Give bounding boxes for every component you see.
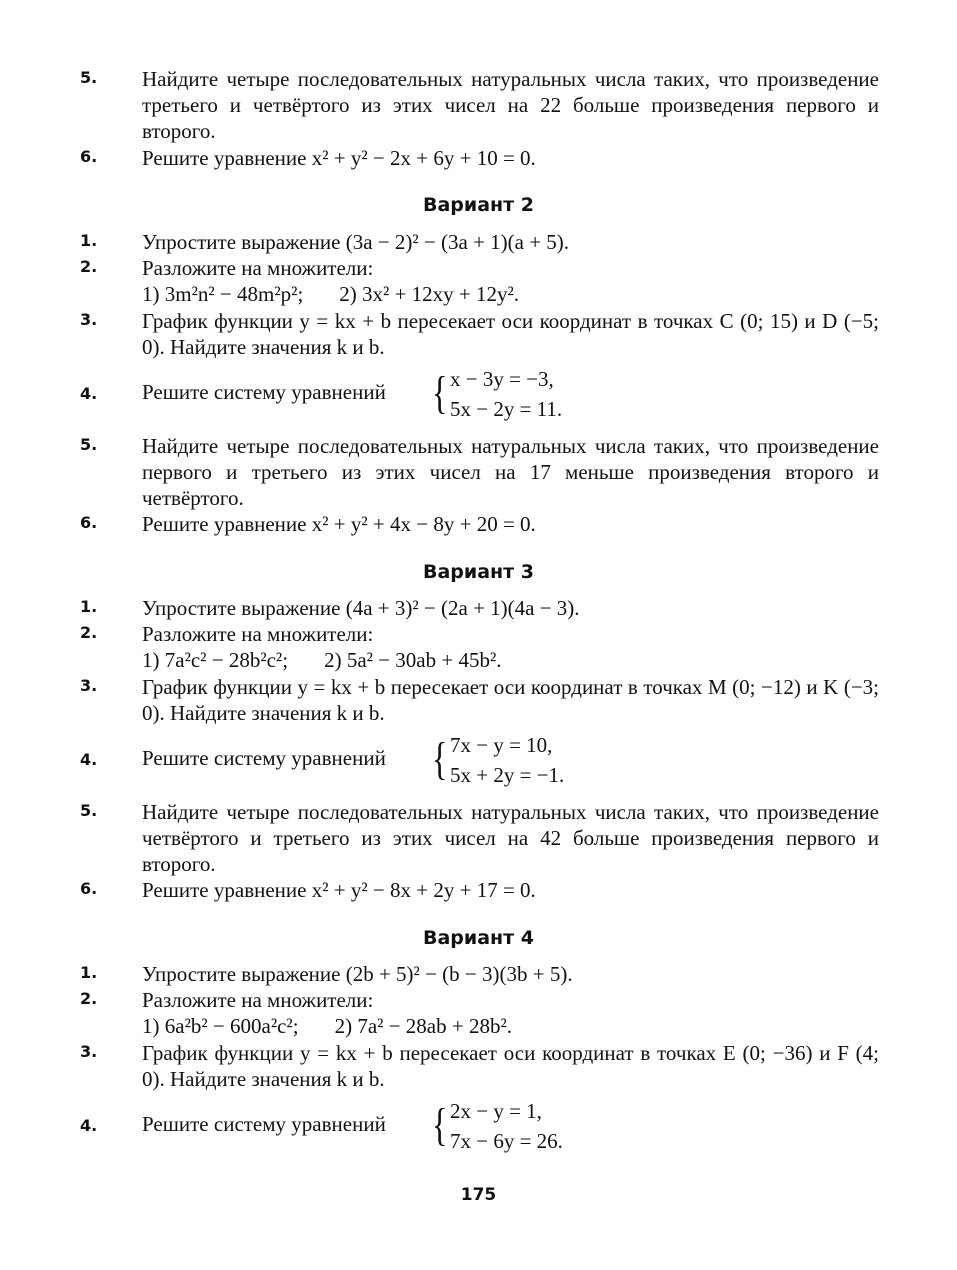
task-number: 5.: [80, 801, 98, 820]
task-number: 4.: [80, 750, 98, 769]
task-text: Решите уравнение x² + y² − 8x + 2y + 17 = 0.: [142, 878, 536, 902]
task-text: Упростите выражение (2b + 5)² − (b − 3)(3b + 5).: [142, 962, 573, 986]
system-brace: {: [432, 733, 448, 784]
task-number: 1.: [80, 963, 98, 982]
task-number: 5.: [80, 68, 98, 87]
task-number: 2.: [80, 989, 98, 1008]
task-number: 2.: [80, 623, 98, 642]
task-number: 6.: [80, 513, 98, 532]
task-prompt: Разложите на множители:: [142, 988, 374, 1012]
system-equation-2: 5x + 2y = −1.: [450, 763, 565, 787]
page-number: 175: [460, 1185, 497, 1205]
subtask-1: 1) 7a²c² − 28b²c²;: [142, 648, 289, 672]
subtask-2: 2) 7a² − 28ab + 28b².: [334, 1014, 512, 1038]
system-label: Решите систему уравнений: [142, 746, 386, 770]
task-text: Решите уравнение x² + y² − 2x + 6y + 10 = 0.: [142, 146, 536, 170]
task-number: 2.: [80, 257, 98, 276]
system-label: Решите систему уравнений: [142, 1112, 386, 1136]
task-text: [142, 987, 879, 1039]
subtask-1: 1) 3m²n² − 48m²p²;: [142, 282, 304, 306]
task-text: [142, 621, 879, 673]
task-text: Найдите четыре последовательных натуральных числа таких, что произведение первого и третьего из этих чисел на 17 меньше произведения второго и четвёртого.: [142, 434, 879, 510]
task-text: [142, 255, 879, 307]
task-text: График функции y = kx + b пересекает оси координат в точках E (0; −36) и F (4; 0). Найдите значения k и b.: [142, 1041, 879, 1091]
subtasks: [142, 647, 879, 673]
subtasks: [142, 281, 879, 307]
task-prompt: Разложите на множители:: [142, 622, 374, 646]
system-equation-2: 5x − 2y = 11.: [450, 397, 563, 421]
task-4-variant-3: [0, 732, 957, 788]
system-brace: {: [432, 1099, 448, 1150]
variant-4-heading: Вариант 4: [422, 927, 534, 949]
system-label: Решите систему уравнений: [142, 380, 386, 404]
subtask-1: 1) 6a²b² − 600a²c²;: [142, 1014, 299, 1038]
task-number: 5.: [80, 435, 98, 454]
task-text: Найдите четыре последовательных натуральных числа таких, что произведение третьего и четвёртого из этих чисел на 22 больше произведения первого и второго.: [142, 67, 879, 143]
system-equation-1: 7x − y = 10,: [450, 733, 553, 757]
system-equation-1: x − 3y = −3,: [450, 367, 554, 391]
task-prompt: Разложите на множители:: [142, 256, 374, 280]
task-number: 3.: [80, 1042, 98, 1061]
task-number: 1.: [80, 597, 98, 616]
task-text: Упростите выражение (3a − 2)² − (3a + 1)(a + 5).: [142, 230, 570, 254]
task-number: 6.: [80, 147, 98, 166]
subtask-2: 2) 3x² + 12xy + 12y².: [339, 282, 520, 306]
task-text: График функции y = kx + b пересекает оси координат в точках M (0; −12) и K (−3; 0). Найдите значения k и b.: [142, 675, 879, 725]
subtask-2: 2) 5a² − 30ab + 45b².: [324, 648, 502, 672]
system-equation-2: 7x − 6y = 26.: [450, 1129, 563, 1153]
task-number: 6.: [80, 879, 98, 898]
variant-3-heading: Вариант 3: [422, 561, 534, 583]
task-text: Решите уравнение x² + y² + 4x − 8y + 20 = 0.: [142, 512, 536, 536]
task-number: 4.: [80, 1116, 98, 1135]
task-text: Найдите четыре последовательных натуральных числа таких, что произведение четвёртого и третьего из этих чисел на 42 больше произведения первого и второго.: [142, 800, 879, 876]
task-text: Упростите выражение (4a + 3)² − (2a + 1)(4a − 3).: [142, 596, 580, 620]
variant-2-heading: Вариант 2: [422, 194, 534, 216]
task-4-variant-2: [0, 366, 957, 422]
task-number: 1.: [80, 231, 98, 250]
task-text: График функции y = kx + b пересекает оси координат в точках C (0; 15) и D (−5; 0). Найдите значения k и b.: [142, 309, 879, 359]
task-4-variant-4: [0, 1098, 957, 1154]
task-number: 3.: [80, 676, 98, 695]
task-number: 3.: [80, 310, 98, 329]
system-equation-1: 2x − y = 1,: [450, 1099, 542, 1123]
task-number: 4.: [80, 384, 98, 403]
subtasks: [142, 1013, 879, 1039]
system-brace: {: [432, 367, 448, 418]
